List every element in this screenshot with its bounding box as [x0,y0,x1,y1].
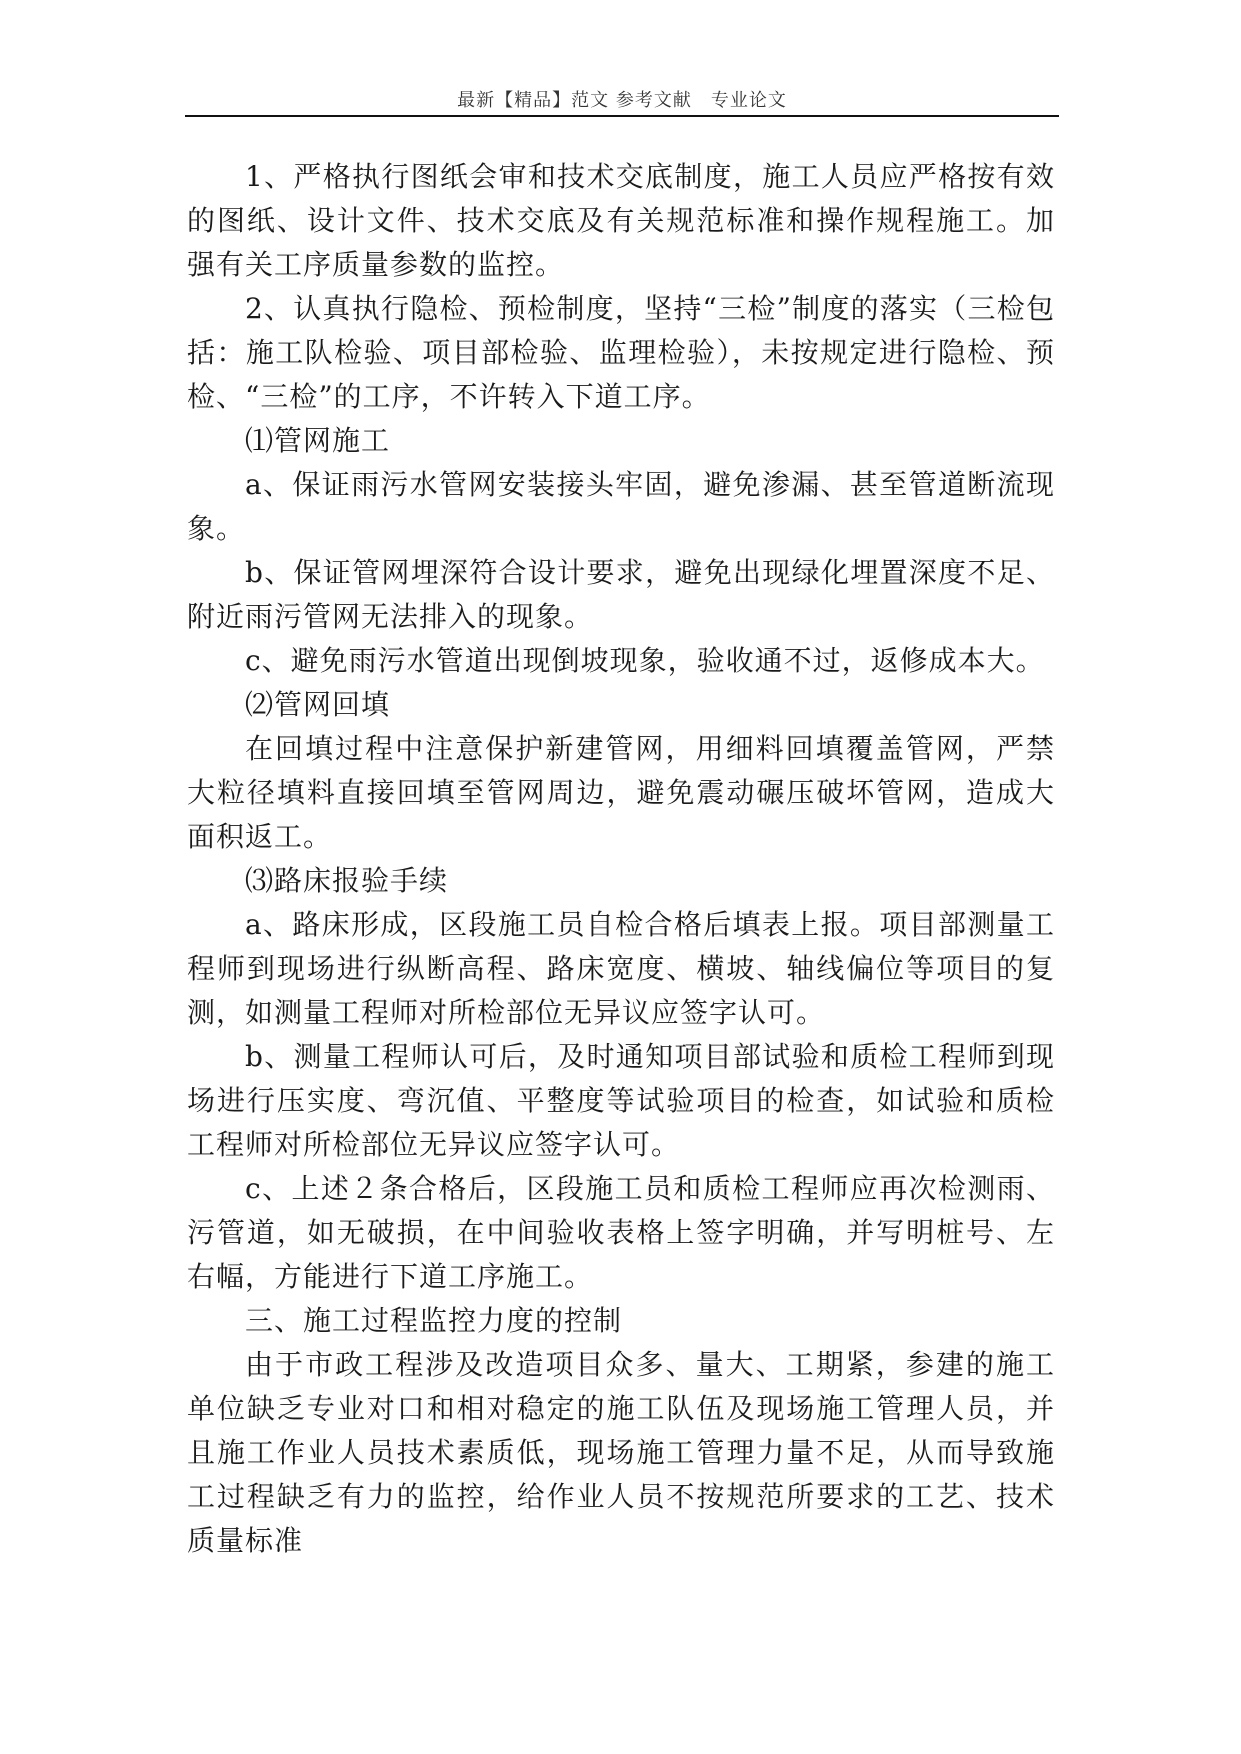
paragraph-subgrade-c: c、上述２条合格后，区段施工员和质检工程师应再次检测雨、污管道，如无破损，在中间验收表格上签字明确，并写明桩号、左右幅，方能进行下道工序施工。 [187,1172,1055,1293]
paragraph-subgrade-a: a、路床形成，区段施工员自检合格后填表上报。项目部测量工程师到现场进行纵断高程、路床宽度、横坡、轴线偏位等项目的复测，如测量工程师对所检部位无异议应签字认可。 [187,908,1055,1029]
paragraph-subgrade-b: b、测量工程师认可后，及时通知项目部试验和质检工程师到现场进行压实度、弯沉值、平整度等试验项目的检查，如试验和质检工程师对所检部位无异议应签字认可。 [187,1040,1055,1161]
page-header: 最新【精品】范文 参考文献 专业论文 [457,90,787,111]
subheading-subgrade-inspection: ⑶路床报验手续 [245,864,449,897]
paragraph-item-a-joints: a、保证雨污水管网安装接头牢固，避免渗漏、甚至管道断流现象。 [187,468,1055,545]
paragraph-inspection-system: 2、认真执行隐检、预检制度，坚持“三检”制度的落实（三检包括：施工队检验、项目部检验、监理检验），未按规定进行隐检、预检、“三检”的工序，不许转入下道工序。 [187,292,1055,413]
subheading-pipe-construction: ⑴管网施工 [245,424,391,457]
document-body [187,155,1055,1563]
paragraph-backfill: 在回填过程中注意保护新建管网，用细料回填覆盖管网，严禁大粒径填料直接回填至管网周边，避免震动碾压破坏管网，造成大面积返工。 [187,732,1055,853]
section-heading-monitoring: 三、施工过程监控力度的控制 [245,1304,623,1337]
paragraph-drawing-review: 1、严格执行图纸会审和技术交底制度，施工人员应严格按有效的图纸、设计文件、技术交底及有关规范标准和操作规程施工。加强有关工序质量参数的监控。 [187,160,1055,281]
paragraph-monitoring: 由于市政工程涉及改造项目众多、量大、工期紧，参建的施工单位缺乏专业对口和相对稳定的施工队伍及现场施工管理人员，并且施工作业人员技术素质低，现场施工管理力量不足，从而导致施工过程缺乏有力的监控，给作业人员不按规范所要求的工艺、技术质量标准 [187,1348,1055,1557]
paragraph-item-c-slope: c、避免雨污水管道出现倒坡现象，验收通不过，返修成本大。 [245,644,1045,677]
subheading-pipe-backfill: ⑵管网回填 [245,688,391,721]
header-divider [185,115,1059,117]
paragraph-item-b-depth: b、保证管网埋深符合设计要求，避免出现绿化埋置深度不足、附近雨污管网无法排入的现象。 [187,556,1055,633]
